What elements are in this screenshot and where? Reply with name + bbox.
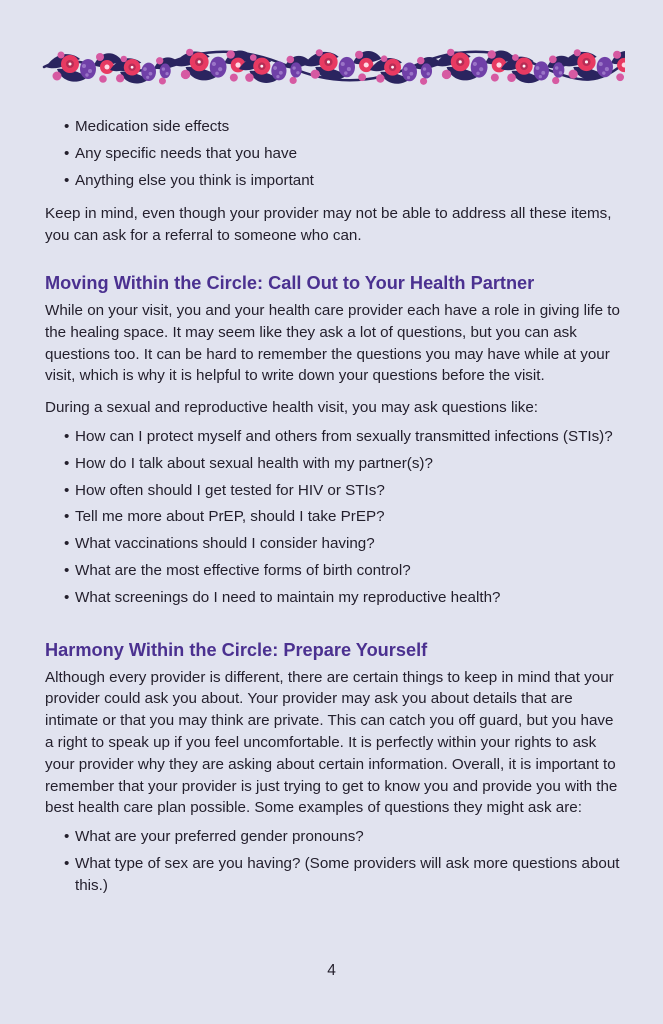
section-heading-harmony-within-circle: Harmony Within the Circle: Prepare Yourself: [45, 639, 428, 660]
list-item: • What vaccinations should I consider having?: [45, 533, 620, 555]
list-item: • How often should I get tested for HIV or STIs?: [45, 480, 620, 502]
list-item: • How do I talk about sexual health with my partner(s)?: [45, 453, 620, 475]
list-item: • What screenings do I need to maintain my reproductive health?: [45, 587, 620, 609]
list-item: • What are your preferred gender pronouns?: [45, 826, 620, 848]
section-paragraph: While on your visit, you and your health care provider each have a role in giving life to the healing space. It may seem like they ask a lot of questions, but you can ask questions too. It can be hard to remember the questions you may have while at your visit, which is why it is helpful to write down your questions before the visit.: [45, 301, 620, 385]
list-item: • Any specific needs that you have: [45, 143, 620, 165]
top-bullet-list: [45, 116, 620, 191]
list-item: • What type of sex are you having? (Some providers will ask more questions about this.): [45, 853, 620, 897]
floral-banner-icon: [40, 40, 625, 90]
page-content: [45, 116, 620, 902]
provider-question-bullet-list: [45, 826, 620, 896]
section-paragraph: Although every provider is different, there are certain things to keep in mind that your provider could ask you about. Your provider may ask you about details that are intimate or that you may think are private. This can catch you off guard, but you have a right to speak up if you feel uncomfortable. It is perfectly within your rights to ask your provider why they are asking about certain information. Overall, it is important to remember that your provider is just trying to get to know you and provide you with the best health care plan possible. Some examples of questions they might ask are:: [45, 668, 618, 817]
question-bullet-list: [45, 426, 620, 609]
page-number: 4: [327, 962, 336, 979]
list-item: • Tell me more about PrEP, should I take PrEP?: [45, 506, 620, 528]
list-item: • Medication side effects: [45, 116, 620, 138]
list-item: • What are the most effective forms of birth control?: [45, 560, 620, 582]
section-paragraph: During a sexual and reproductive health visit, you may ask questions like:: [45, 399, 539, 417]
intro-paragraph: Keep in mind, even though your provider may not be able to address all these items, you can ask for a referral to someone who can.: [45, 205, 612, 245]
section-heading-moving-within-circle: Moving Within the Circle: Call Out to Your Health Partner: [45, 272, 535, 293]
list-item: • Anything else you think is important: [45, 170, 620, 192]
list-item: • How can I protect myself and others from sexually transmitted infections (STIs)?: [45, 426, 620, 448]
